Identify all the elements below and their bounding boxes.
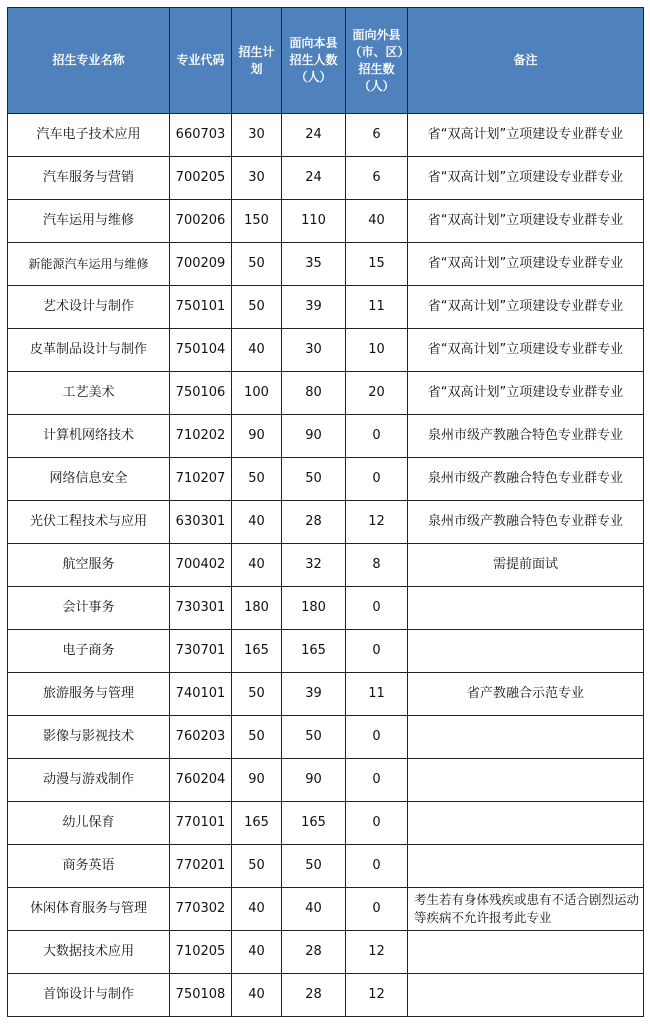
cell-local-count: 28 — [282, 974, 346, 1017]
cell-plan-count: 40 — [232, 501, 282, 544]
cell-plan-count: 100 — [232, 372, 282, 415]
cell-local-count: 35 — [282, 243, 346, 286]
cell-major-name: 首饰设计与制作 — [8, 974, 170, 1017]
cell-major-name: 旅游服务与管理 — [8, 673, 170, 716]
cell-plan-count: 165 — [232, 630, 282, 673]
cell-major-code: 750106 — [170, 372, 232, 415]
cell-local-count: 50 — [282, 845, 346, 888]
cell-remarks: 泉州市级产教融合特色专业群专业 — [408, 458, 644, 501]
header-row — [8, 8, 644, 114]
table-row — [8, 630, 644, 673]
table-row — [8, 673, 644, 716]
cell-plan-count: 90 — [232, 415, 282, 458]
cell-plan-count: 50 — [232, 673, 282, 716]
cell-other-count: 0 — [346, 802, 408, 845]
cell-local-count: 180 — [282, 587, 346, 630]
cell-local-count: 165 — [282, 630, 346, 673]
cell-major-name: 休闲体育服务与管理 — [8, 888, 170, 931]
cell-plan-count: 165 — [232, 802, 282, 845]
cell-other-count: 12 — [346, 974, 408, 1017]
cell-major-name: 大数据技术应用 — [8, 931, 170, 974]
cell-plan-count: 50 — [232, 458, 282, 501]
cell-major-name: 动漫与游戏制作 — [8, 759, 170, 802]
cell-other-count: 0 — [346, 630, 408, 673]
header-major-code: 专业代码 — [170, 8, 232, 114]
cell-other-count: 6 — [346, 114, 408, 157]
table-row — [8, 501, 644, 544]
cell-plan-count: 180 — [232, 587, 282, 630]
cell-other-count: 10 — [346, 329, 408, 372]
cell-local-count: 32 — [282, 544, 346, 587]
cell-other-count: 12 — [346, 501, 408, 544]
table-row — [8, 802, 644, 845]
cell-plan-count: 50 — [232, 243, 282, 286]
table-row — [8, 931, 644, 974]
cell-remarks: 省“双高计划”立项建设专业群专业 — [408, 243, 644, 286]
cell-major-name: 航空服务 — [8, 544, 170, 587]
cell-remarks — [408, 931, 644, 974]
cell-major-name: 艺术设计与制作 — [8, 286, 170, 329]
cell-plan-count: 40 — [232, 888, 282, 931]
cell-major-name: 商务英语 — [8, 845, 170, 888]
header-enrollment-plan: 招生计划 — [232, 8, 282, 114]
table-row — [8, 372, 644, 415]
table-row — [8, 759, 644, 802]
cell-plan-count: 40 — [232, 974, 282, 1017]
cell-major-name: 幼儿保育 — [8, 802, 170, 845]
cell-remarks: 省“双高计划”立项建设专业群专业 — [408, 200, 644, 243]
cell-major-name: 汽车运用与维修 — [8, 200, 170, 243]
table-row — [8, 286, 644, 329]
table-row — [8, 243, 644, 286]
cell-remarks: 省“双高计划”立项建设专业群专业 — [408, 286, 644, 329]
cell-plan-count: 50 — [232, 716, 282, 759]
cell-remarks: 省“双高计划”立项建设专业群专业 — [408, 114, 644, 157]
cell-local-count: 30 — [282, 329, 346, 372]
cell-major-code: 700402 — [170, 544, 232, 587]
cell-local-count: 28 — [282, 501, 346, 544]
table-header — [8, 8, 644, 114]
cell-local-count: 39 — [282, 673, 346, 716]
header-local-county-count: 面向本县招生人数（人） — [282, 8, 346, 114]
cell-other-count: 11 — [346, 673, 408, 716]
cell-remarks — [408, 974, 644, 1017]
table-row — [8, 458, 644, 501]
cell-plan-count: 90 — [232, 759, 282, 802]
cell-remarks: 需提前面试 — [408, 544, 644, 587]
cell-major-name: 皮革制品设计与制作 — [8, 329, 170, 372]
table-row — [8, 329, 644, 372]
enrollment-plan-table — [7, 7, 644, 1017]
cell-other-count: 0 — [346, 759, 408, 802]
cell-other-count: 12 — [346, 931, 408, 974]
cell-major-code: 750104 — [170, 329, 232, 372]
cell-local-count: 24 — [282, 114, 346, 157]
cell-major-code: 660703 — [170, 114, 232, 157]
cell-remarks: 考生若有身体残疾或患有不适合剧烈运动等疾病不允许报考此专业 — [408, 888, 644, 931]
cell-plan-count: 40 — [232, 544, 282, 587]
cell-local-count: 24 — [282, 157, 346, 200]
cell-major-code: 710205 — [170, 931, 232, 974]
cell-other-count: 11 — [346, 286, 408, 329]
table-row — [8, 114, 644, 157]
cell-major-code: 770201 — [170, 845, 232, 888]
cell-remarks: 泉州市级产教融合特色专业群专业 — [408, 415, 644, 458]
cell-major-name: 网络信息安全 — [8, 458, 170, 501]
table-row — [8, 200, 644, 243]
cell-local-count: 28 — [282, 931, 346, 974]
cell-major-name: 汽车服务与营销 — [8, 157, 170, 200]
table-row — [8, 974, 644, 1017]
cell-other-count: 20 — [346, 372, 408, 415]
cell-local-count: 80 — [282, 372, 346, 415]
cell-other-count: 0 — [346, 845, 408, 888]
cell-local-count: 90 — [282, 415, 346, 458]
cell-remarks: 省“双高计划”立项建设专业群专业 — [408, 372, 644, 415]
cell-major-code: 770101 — [170, 802, 232, 845]
cell-major-name: 计算机网络技术 — [8, 415, 170, 458]
cell-plan-count: 50 — [232, 845, 282, 888]
header-major-name: 招生专业名称 — [8, 8, 170, 114]
cell-other-count: 6 — [346, 157, 408, 200]
cell-major-code: 760203 — [170, 716, 232, 759]
cell-major-code: 630301 — [170, 501, 232, 544]
cell-plan-count: 30 — [232, 157, 282, 200]
cell-major-name: 会计事务 — [8, 587, 170, 630]
cell-major-code: 760204 — [170, 759, 232, 802]
cell-other-count: 0 — [346, 587, 408, 630]
cell-remarks — [408, 716, 644, 759]
table-row — [8, 888, 644, 931]
table-row — [8, 544, 644, 587]
cell-other-count: 0 — [346, 716, 408, 759]
cell-other-count: 8 — [346, 544, 408, 587]
cell-major-name: 工艺美术 — [8, 372, 170, 415]
cell-remarks: 省产教融合示范专业 — [408, 673, 644, 716]
cell-other-count: 0 — [346, 458, 408, 501]
cell-remarks: 省“双高计划”立项建设专业群专业 — [408, 329, 644, 372]
cell-remarks: 泉州市级产教融合特色专业群专业 — [408, 501, 644, 544]
cell-major-code: 750108 — [170, 974, 232, 1017]
cell-major-name: 汽车电子技术应用 — [8, 114, 170, 157]
cell-major-code: 700206 — [170, 200, 232, 243]
cell-major-code: 750101 — [170, 286, 232, 329]
cell-remarks — [408, 759, 644, 802]
cell-local-count: 110 — [282, 200, 346, 243]
table-row — [8, 157, 644, 200]
cell-remarks — [408, 845, 644, 888]
cell-major-code: 770302 — [170, 888, 232, 931]
cell-other-count: 0 — [346, 888, 408, 931]
cell-plan-count: 30 — [232, 114, 282, 157]
cell-plan-count: 40 — [232, 329, 282, 372]
cell-remarks — [408, 802, 644, 845]
cell-major-name: 新能源汽车运用与维修 — [8, 243, 170, 286]
cell-major-code: 730701 — [170, 630, 232, 673]
cell-local-count: 50 — [282, 458, 346, 501]
cell-local-count: 165 — [282, 802, 346, 845]
cell-major-name: 电子商务 — [8, 630, 170, 673]
cell-major-code: 700209 — [170, 243, 232, 286]
cell-local-count: 90 — [282, 759, 346, 802]
cell-remarks: 省“双高计划”立项建设专业群专业 — [408, 157, 644, 200]
cell-remarks — [408, 630, 644, 673]
cell-plan-count: 150 — [232, 200, 282, 243]
cell-other-count: 15 — [346, 243, 408, 286]
cell-major-name: 影像与影视技术 — [8, 716, 170, 759]
table-row — [8, 716, 644, 759]
cell-local-count: 39 — [282, 286, 346, 329]
cell-plan-count: 40 — [232, 931, 282, 974]
table-row — [8, 845, 644, 888]
cell-major-code: 740101 — [170, 673, 232, 716]
table-body — [8, 114, 644, 1017]
cell-major-code: 710207 — [170, 458, 232, 501]
enrollment-table-container — [7, 7, 643, 1017]
cell-major-name: 光伏工程技术与应用 — [8, 501, 170, 544]
header-other-county-count: 面向外县（市、区）招生数（人） — [346, 8, 408, 114]
cell-local-count: 40 — [282, 888, 346, 931]
table-row — [8, 415, 644, 458]
cell-remarks — [408, 587, 644, 630]
cell-other-count: 0 — [346, 415, 408, 458]
cell-plan-count: 50 — [232, 286, 282, 329]
cell-major-code: 710202 — [170, 415, 232, 458]
cell-major-code: 700205 — [170, 157, 232, 200]
cell-major-code: 730301 — [170, 587, 232, 630]
table-row — [8, 587, 644, 630]
header-remarks: 备注 — [408, 8, 644, 114]
cell-other-count: 40 — [346, 200, 408, 243]
cell-local-count: 50 — [282, 716, 346, 759]
